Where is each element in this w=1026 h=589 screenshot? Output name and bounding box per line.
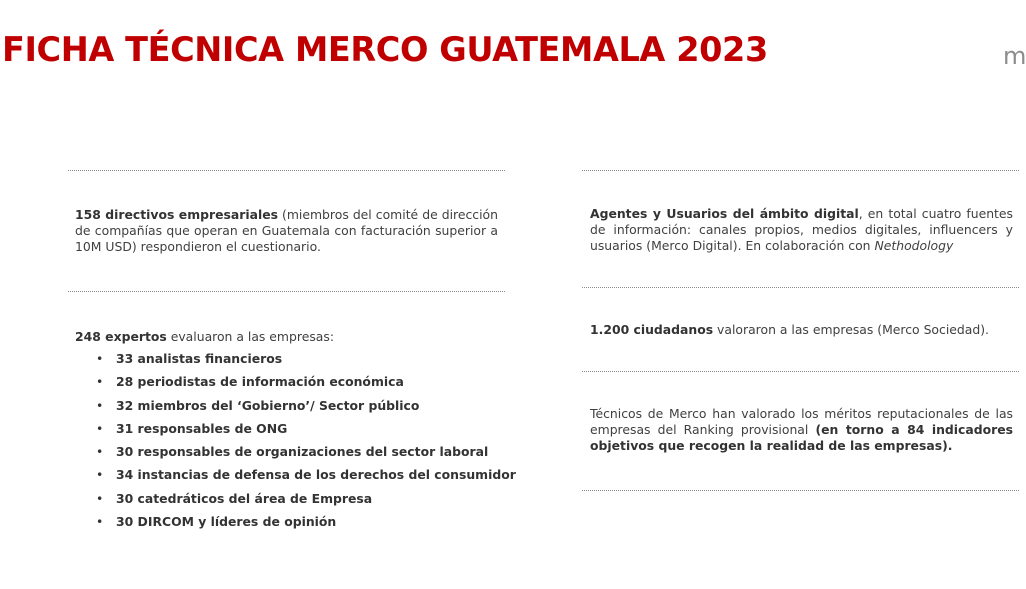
list-item: • 28 periodistas de información económica <box>96 374 404 390</box>
digital-agents-text: , en total cuatro fuentes de información: canales propios, medios digitales, influencers y usuarios (Merco Digital). En colaboración con <box>590 206 1013 253</box>
merco-logo: m <box>1003 42 1026 70</box>
bullet-icon: • <box>96 351 104 366</box>
list-item: • 30 responsables de organizaciones del sector laboral <box>96 444 489 460</box>
bullet-icon: • <box>96 374 104 390</box>
bullet-icon: • <box>96 514 104 530</box>
divider-right-top <box>582 170 1019 171</box>
divider-right-bottom <box>582 490 1019 491</box>
list-item: • 30 DIRCOM y líderes de opinión <box>96 514 337 530</box>
executives-text: (miembros del comité de dirección de compañías que operan en Guatemala con facturación superior a 10M USD) respondieron el cuestionario. <box>75 207 498 254</box>
executives-paragraph <box>75 207 498 255</box>
divider-right-2 <box>582 287 1019 288</box>
list-item: • 33 analistas financieros <box>96 351 283 366</box>
citizens-text: valoraron a las empresas (Merco Sociedad). <box>713 322 989 337</box>
page-title: FICHA TÉCNICA MERCO GUATEMALA 2023 <box>2 30 768 69</box>
technicians-paragraph <box>590 406 1013 454</box>
nethodology-label: Nethodology <box>874 238 954 253</box>
experts-text: evaluaron a las empresas: <box>166 329 334 344</box>
experts-lead: 248 expertos <box>75 329 167 344</box>
list-item: • 30 catedráticos del área de Empresa <box>96 490 373 506</box>
experts-paragraph <box>75 329 498 345</box>
list-item: • 34 instancias de defensa de los derechos del consumidor <box>96 467 516 483</box>
technicians-text: Técnicos de Merco han valorado los méritos reputacionales de las empresas del Ranking provisional <box>590 406 1013 437</box>
citizens-lead: 1.200 ciudadanos <box>590 322 714 337</box>
divider-right-3 <box>582 371 1019 372</box>
executives-lead: 158 directivos empresariales <box>75 207 278 222</box>
bullet-icon: • <box>96 490 104 506</box>
digital-agents-paragraph <box>590 206 1013 254</box>
digital-agents-lead: Agentes y Usuarios del ámbito digital <box>590 206 859 221</box>
bullet-icon: • <box>96 397 104 413</box>
experts-list <box>96 351 516 537</box>
citizens-paragraph <box>590 322 1013 338</box>
technicians-bold: (en torno a 84 indicadores objetivos que recogen la realidad de las empresas). <box>590 422 1013 453</box>
list-item: • 31 responsables de ONG <box>96 420 288 436</box>
bullet-icon: • <box>96 444 104 460</box>
list-item: • 32 miembros del ‘Gobierno’/ Sector público <box>96 397 420 413</box>
bullet-icon: • <box>96 420 104 436</box>
divider-left-middle <box>68 291 505 292</box>
divider-left-top <box>68 170 505 171</box>
bullet-icon: • <box>96 467 104 483</box>
